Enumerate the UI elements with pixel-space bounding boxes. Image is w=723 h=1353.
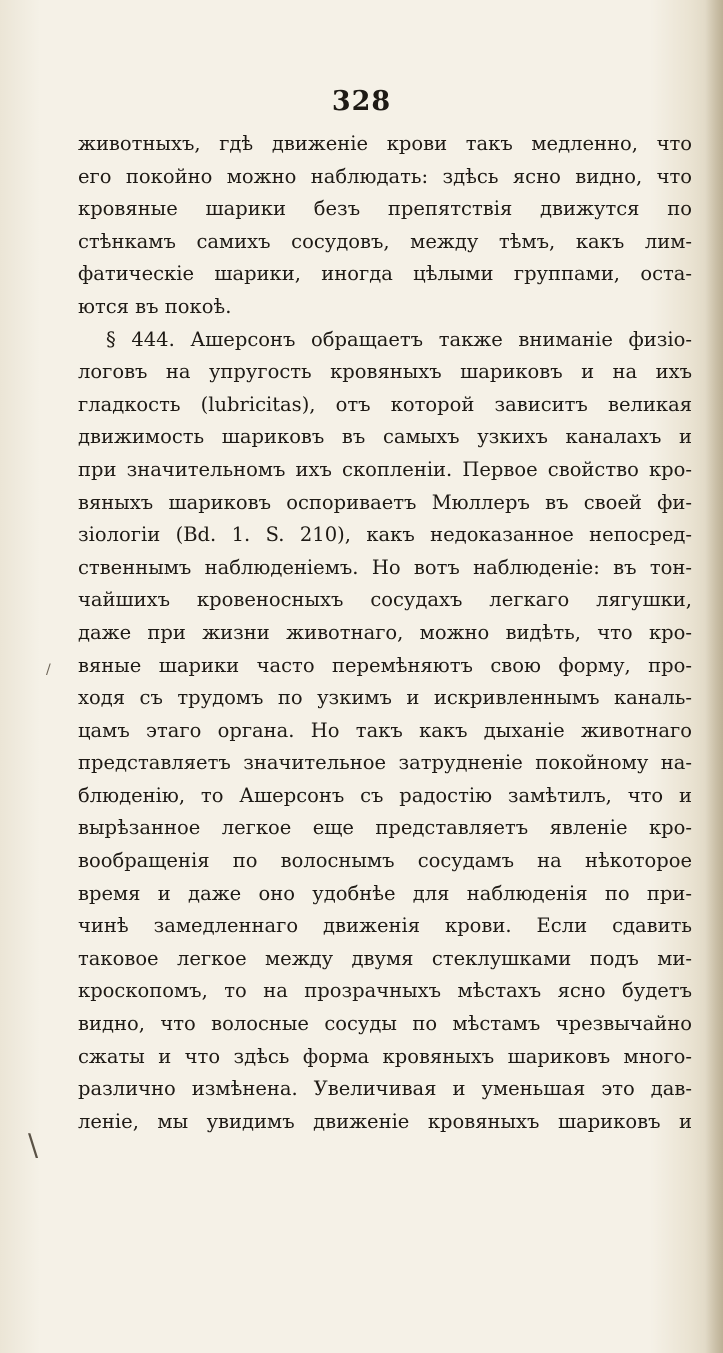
text-line: вяные шарики часто перемѣняютъ свою форму, про- [78,653,692,677]
text-line: фатическіе шарики, иногда цѣлыми группами, оста- [78,262,692,286]
text-line: его покойно можно наблюдать: здѣсь ясно видно, что [78,164,692,188]
text-line: даже при жизни животнаго, можно видѣть, что кро- [78,620,692,644]
text-line: движимость шариковъ въ самыхъ узкихъ каналахъ и [78,425,692,449]
page-edge-shadow [705,0,723,1353]
text-line: таковое легкое между двумя стеклушками подъ ми- [78,946,692,970]
text-line: вяныхъ шариковъ оспориваетъ Мюллеръ въ своей фи- [78,490,692,514]
text-line: вырѣзанное легкое еще представляетъ явленіе кро- [78,816,692,840]
text-line: гладкость (lubricitas), отъ которой зависитъ великая [78,392,692,416]
text-line: чайшихъ кровеносныхъ сосудахъ легкаго лягушки, [78,588,692,612]
text-line: представляетъ значительное затрудненіе покойному на- [78,751,692,775]
body-text [78,128,692,1138]
text-line: время и даже оно удобнѣе для наблюденія по при- [78,881,692,905]
text-line: видно, что волосные сосуды по мѣстамъ чрезвычайно [78,1012,692,1036]
text-line: ются въ покоѣ. [78,294,232,318]
margin-pencil-stroke: \ [28,1128,39,1163]
text-line: леніе, мы увидимъ движеніе кровяныхъ шариковъ и [78,1109,692,1133]
text-line: вообращенія по волоснымъ сосудамъ на нѣкоторое [78,849,692,873]
text-line: логовъ на упругость кровяныхъ шариковъ и на ихъ [78,360,692,384]
text-line: чинѣ замедленнаго движенія крови. Если сдавить [78,914,692,938]
text-line: цамъ этаго органа. Но такъ какъ дыханіе животнаго [78,718,692,742]
text-line: сжаты и что здѣсь форма кровяныхъ шариковъ много- [78,1044,692,1068]
text-line: блюденію, то Ашерсонъ съ радостію замѣтилъ, что и [78,783,692,807]
margin-pencil-mark: / [46,662,51,678]
text-line: различно измѣнена. Увеличивая и уменьшая это дав- [78,1077,692,1101]
text-line: кровяные шарики безъ препятствія движутся по [78,197,692,221]
page-number: 328 [331,86,392,117]
text-line: ходя съ трудомъ по узкимъ и искривленнымъ каналь- [78,686,692,710]
text-line: животныхъ, гдѣ движеніе крови такъ медленно, что [78,132,692,155]
text-line: ственнымъ наблюденіемъ. Но вотъ наблюденіе: въ тон- [78,555,692,579]
text-line: кроскопомъ, то на прозрачныхъ мѣстахъ ясно будетъ [78,979,692,1003]
text-line: стѣнкамъ самихъ сосудовъ, между тѣмъ, какъ лим- [78,229,692,253]
text-line: § 444. Ашерсонъ обращаетъ также вниманіе физіо- [106,327,692,351]
text-line: при значительномъ ихъ скопленіи. Первое свойство кро- [78,457,692,481]
text-line: зіологіи (Bd. 1. S. 210), какъ недоказанное непосред- [78,523,692,547]
